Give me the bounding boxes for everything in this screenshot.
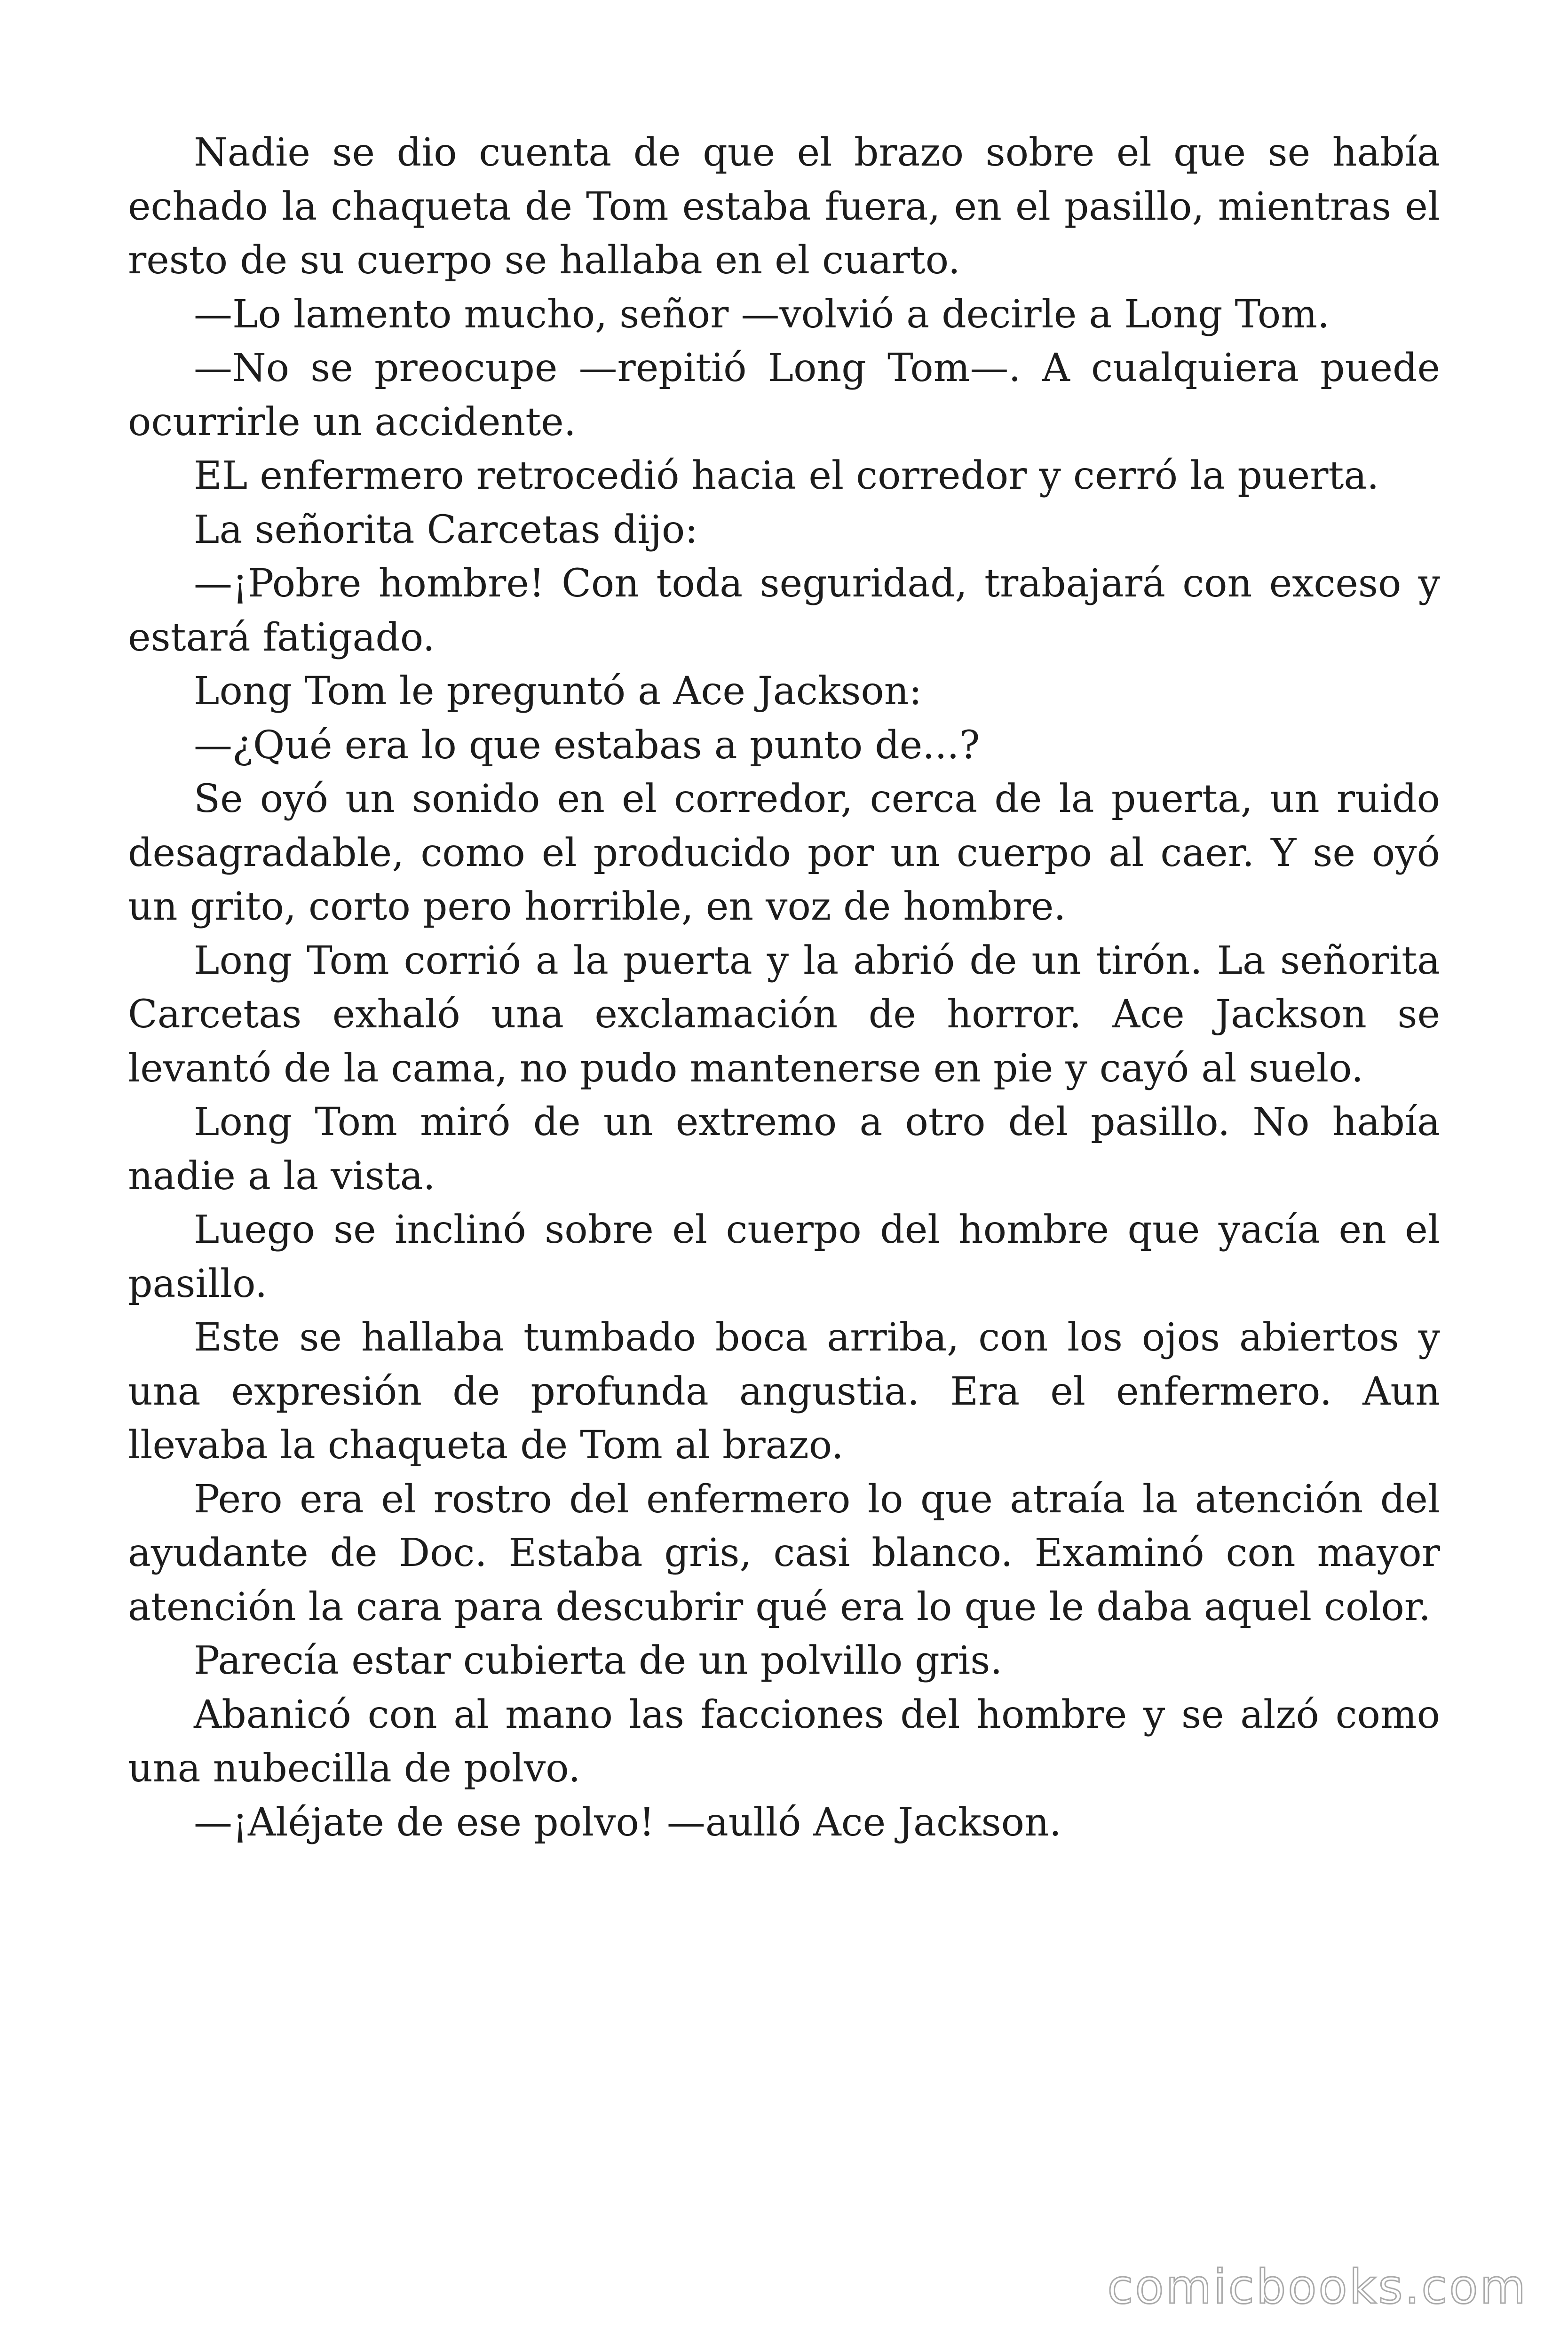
paragraph: —¡Aléjate de ese polvo! —aulló Ace Jackson.: [194, 1800, 1061, 1845]
paragraph: Long Tom corrió a la puerta y la abrió de un tirón. La señorita Carcetas exhaló una exclamación de horror. Ace Jackson se levantó de la cama, no pudo mantenerse en pie y cayó al suelo.: [128, 938, 1440, 1091]
paragraph: Parecía estar cubierta de un polvillo gris.: [194, 1638, 1003, 1683]
paragraph: —¡Pobre hombre! Con toda seguridad, trabajará con exceso y estará fatigado.: [128, 561, 1440, 660]
paragraph: Abanicó con al mano las facciones del hombre y se alzó como una nubecilla de polvo.: [128, 1692, 1440, 1791]
body-text: [128, 126, 1440, 1850]
paragraph: Long Tom le preguntó a Ace Jackson:: [194, 669, 922, 714]
paragraph: EL enfermero retrocedió hacia el corredor y cerró la puerta.: [194, 453, 1379, 498]
watermark: comicbooks.com: [1107, 2259, 1528, 2314]
paragraph: Nadie se dio cuenta de que el brazo sobre el que se había echado la chaqueta de Tom estaba fuera, en el pasillo, mientras el resto de su cuerpo se hallaba en el cuarto.: [128, 130, 1440, 283]
paragraph: —No se preocupe —repitió Long Tom—. A cualquiera puede ocurrirle un accidente.: [128, 346, 1440, 445]
paragraph: La señorita Carcetas dijo:: [194, 507, 698, 552]
paragraph: —Lo lamento mucho, señor —volvió a decirle a Long Tom.: [194, 292, 1330, 337]
paragraph: Pero era el rostro del enfermero lo que atraía la atención del ayudante de Doc. Estaba gris, casi blanco. Examinó con mayor atención la cara para descubrir qué era lo que le daba aquel color.: [128, 1477, 1440, 1629]
paragraph: Long Tom miró de un extremo a otro del pasillo. No había nadie a la vista.: [128, 1100, 1440, 1199]
paragraph: Luego se inclinó sobre el cuerpo del hombre que yacía en el pasillo.: [128, 1208, 1440, 1306]
paragraph: —¿Qué era lo que estabas a punto de...?: [194, 723, 980, 768]
paragraph: Este se hallaba tumbado boca arriba, con los ojos abiertos y una expresión de profunda angustia. Era el enfermero. Aun llevaba la chaqueta de Tom al brazo.: [128, 1315, 1440, 1468]
paragraph: Se oyó un sonido en el corredor, cerca de la puerta, un ruido desagradable, como el producido por un cuerpo al caer. Y se oyó un grito, corto pero horrible, en voz de hombre.: [128, 777, 1440, 929]
